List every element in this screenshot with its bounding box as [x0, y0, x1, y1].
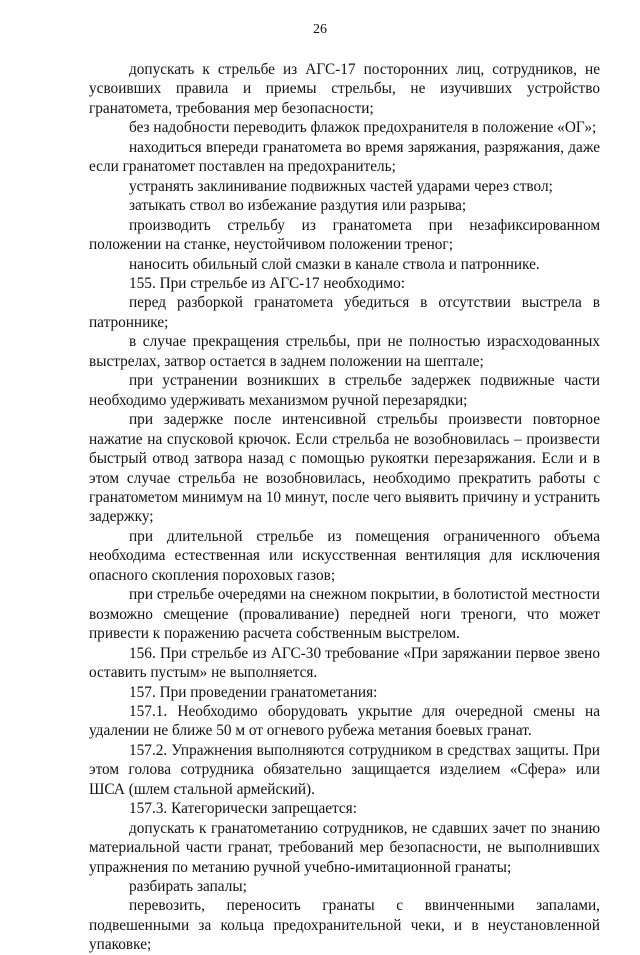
section-heading-155: 155. При стрельбе из АГС-17 необходимо:	[129, 274, 406, 292]
paragraph: в случае прекращения стрельбы, при не полностью израсходованных выстрелах, затвор остается в заднем положении на шептале;	[89, 333, 600, 370]
paragraph: затыкать ствол во избежание раздутия или разрыва;	[129, 197, 467, 215]
paragraph: перевозить, переносить гранаты с ввинченными запалами, подвешенными за кольца предохранительной чеки, и в неустановленной упаковке;	[89, 897, 600, 954]
subsection-157-3: 157.3. Категорически запрещается:	[129, 800, 357, 818]
paragraph: допускать к гранатометанию сотрудников, не сдавших зачет по знанию материальной части гранат, требований мер безопасности, не выполнивших упражнения по метанию ручной учебно-имитационной гранаты;	[89, 819, 600, 876]
paragraph: при устранении возникших в стрельбе задержек подвижные части необходимо удерживать механизмом ручной перезарядки;	[89, 372, 600, 409]
subsection-157-2: 157.2. Упражнения выполняются сотрудником в средствах защиты. При этом голова сотрудника обязательно защищается изделием «Сфера» или ШСА (шлем стальной армейский).	[89, 741, 600, 798]
paragraph: наносить обильный слой смазки в канале ствола и патроннике.	[129, 255, 540, 273]
paragraph: при длительной стрельбе из помещения ограниченного объема необходима естественная или искусственная вентиляция для исключения опасного скопления пороховых газов;	[89, 527, 600, 584]
paragraph: перед разборкой гранатомета убедиться в отсутствии выстрела в патроннике;	[89, 294, 600, 331]
subsection-157-1: 157.1. Необходимо оборудовать укрытие для очередной смены на удалении не ближе 50 м от огневого рубежа метания боевых гранат.	[89, 702, 600, 740]
paragraph: допускать к стрельбе из АГС-17 посторонних лиц, сотрудников, не усвоивших правила и приемы стрельбы, не изучивших устройство гранатомета, требования мер безопасности;	[89, 61, 600, 117]
paragraph: находиться впереди гранатомета во время заряжания, разряжания, даже если гранатомет поставлен на предохранитель;	[89, 138, 600, 176]
paragraph: разбирать запалы;	[129, 878, 247, 896]
page-number: 26	[313, 22, 327, 37]
paragraph: при задержке после интенсивной стрельбы произвести повторное нажатие на спусковой крючок. Если стрельба не возобновилась – произвести быстрый отвод затвора назад с помощью рукоятки перезаряжания. Если и в этом случае стрельба не возобновилась, необходимо прекратить работы с гранатометом минимум на 10 минут, после чего выявить причину и устранить задержку;	[89, 411, 600, 526]
section-156: 156. При стрельбе из АГС-30 требование «При заряжании первое звено оставить пустым» не выполняется.	[89, 644, 600, 682]
paragraph: производить стрельбу из гранатомета при незафиксированном положении на станке, неустойчивом положении треног;	[89, 216, 600, 254]
paragraph: устранять заклинивание подвижных частей ударами через ствол;	[129, 177, 553, 195]
paragraph: без надобности переводить флажок предохранителя в положение «ОГ»;	[129, 119, 597, 137]
section-heading-157: 157. При проведении гранатометания:	[129, 683, 378, 701]
body-text	[89, 60, 600, 955]
paragraph: при стрельбе очередями на снежном покрытии, в болотистой местности возможно смещение (проваливание) передней ноги треноги, что может привести к поражению расчета собственным выстрелом.	[89, 586, 600, 643]
